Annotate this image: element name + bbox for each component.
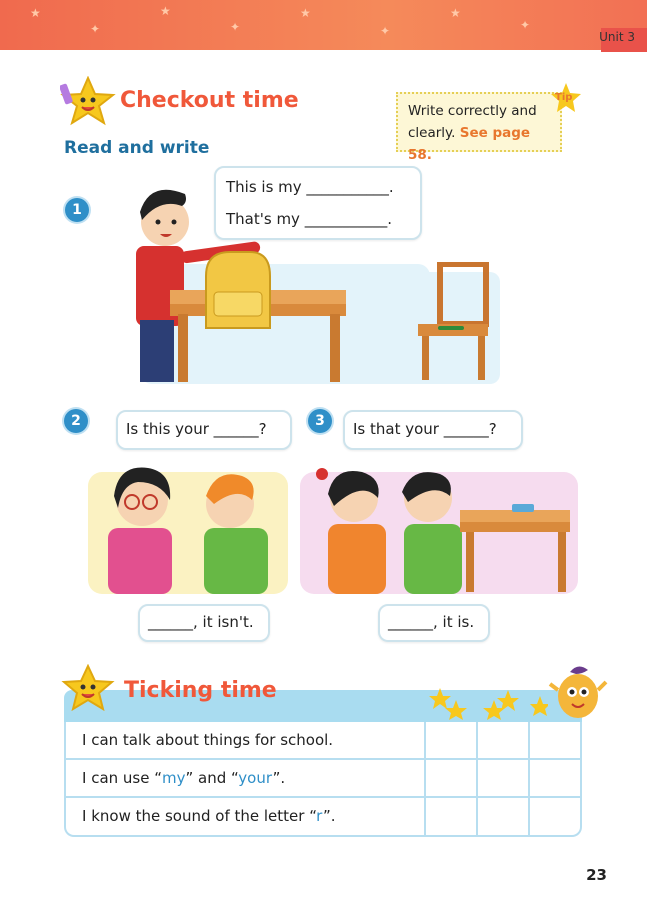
speech-bubble-3-question xyxy=(343,410,523,450)
question-is-this-your: Is this your ______? xyxy=(126,420,267,438)
ticking-row-3 xyxy=(66,798,580,836)
star-decoration: ★ xyxy=(450,6,461,20)
chair-with-pen xyxy=(410,262,500,384)
answer-it-is: ______, it is. xyxy=(388,613,475,631)
ticking-row-2 xyxy=(66,760,580,798)
star-decoration: ✦ xyxy=(230,20,241,34)
ticking-title: Ticking time xyxy=(124,678,277,703)
read-and-write-heading: Read and write xyxy=(64,138,210,158)
tip-box xyxy=(396,92,562,163)
scene-girl-and-boy xyxy=(88,452,288,594)
star-decoration: ✦ xyxy=(380,24,391,38)
tick-column-stars xyxy=(428,686,548,720)
question-is-that-your: Is that your ______? xyxy=(353,420,497,438)
star-mascot-icon xyxy=(60,76,116,126)
scene-girl-pointing-at-desk xyxy=(300,452,578,594)
keyword-r: r xyxy=(316,807,323,825)
ticking-row-1 xyxy=(66,722,580,760)
sentence-thats-my: That's my ___________. xyxy=(226,210,392,228)
star-decoration: ★ xyxy=(30,6,41,20)
tip-badge: Tip xyxy=(555,92,573,103)
ticking-table xyxy=(64,722,582,837)
scene-boy-with-bag xyxy=(130,180,430,386)
star-decoration: ✦ xyxy=(90,22,101,36)
ticking-statement: I can talk about things for school. xyxy=(82,731,334,749)
exercise-number-3: 3 xyxy=(308,409,332,433)
ticking-statement: I know the sound of the letter “r”. xyxy=(82,807,336,825)
exercise-number-2: 2 xyxy=(64,409,88,433)
exercise-number-1: 1 xyxy=(65,198,89,222)
keyword-your: your xyxy=(238,769,273,787)
star-mascot-icon xyxy=(60,664,116,712)
keyword-my: my xyxy=(162,769,186,787)
answer-it-isnt: ______, it isn't. xyxy=(148,613,254,631)
ticking-statement: I can use “my” and “your”. xyxy=(82,769,286,787)
star-decoration: ★ xyxy=(300,6,311,20)
checkout-title: Checkout time xyxy=(120,88,299,113)
tip-reference: See page 58. xyxy=(408,125,531,163)
unit-label: Unit 3 xyxy=(599,30,635,44)
speech-bubble-2-answer xyxy=(138,604,270,642)
speech-bubble-2-question xyxy=(116,410,292,450)
top-banner xyxy=(0,0,647,50)
page-number: 23 xyxy=(586,866,607,884)
star-decoration: ★ xyxy=(160,4,171,18)
mango-mascot-icon xyxy=(548,660,608,722)
tip-text: Write correctly and clearly. xyxy=(408,103,537,141)
star-decoration: ✦ xyxy=(520,18,531,32)
sentence-this-is-my: This is my ___________. xyxy=(226,178,394,196)
speech-bubble-3-answer xyxy=(378,604,490,642)
